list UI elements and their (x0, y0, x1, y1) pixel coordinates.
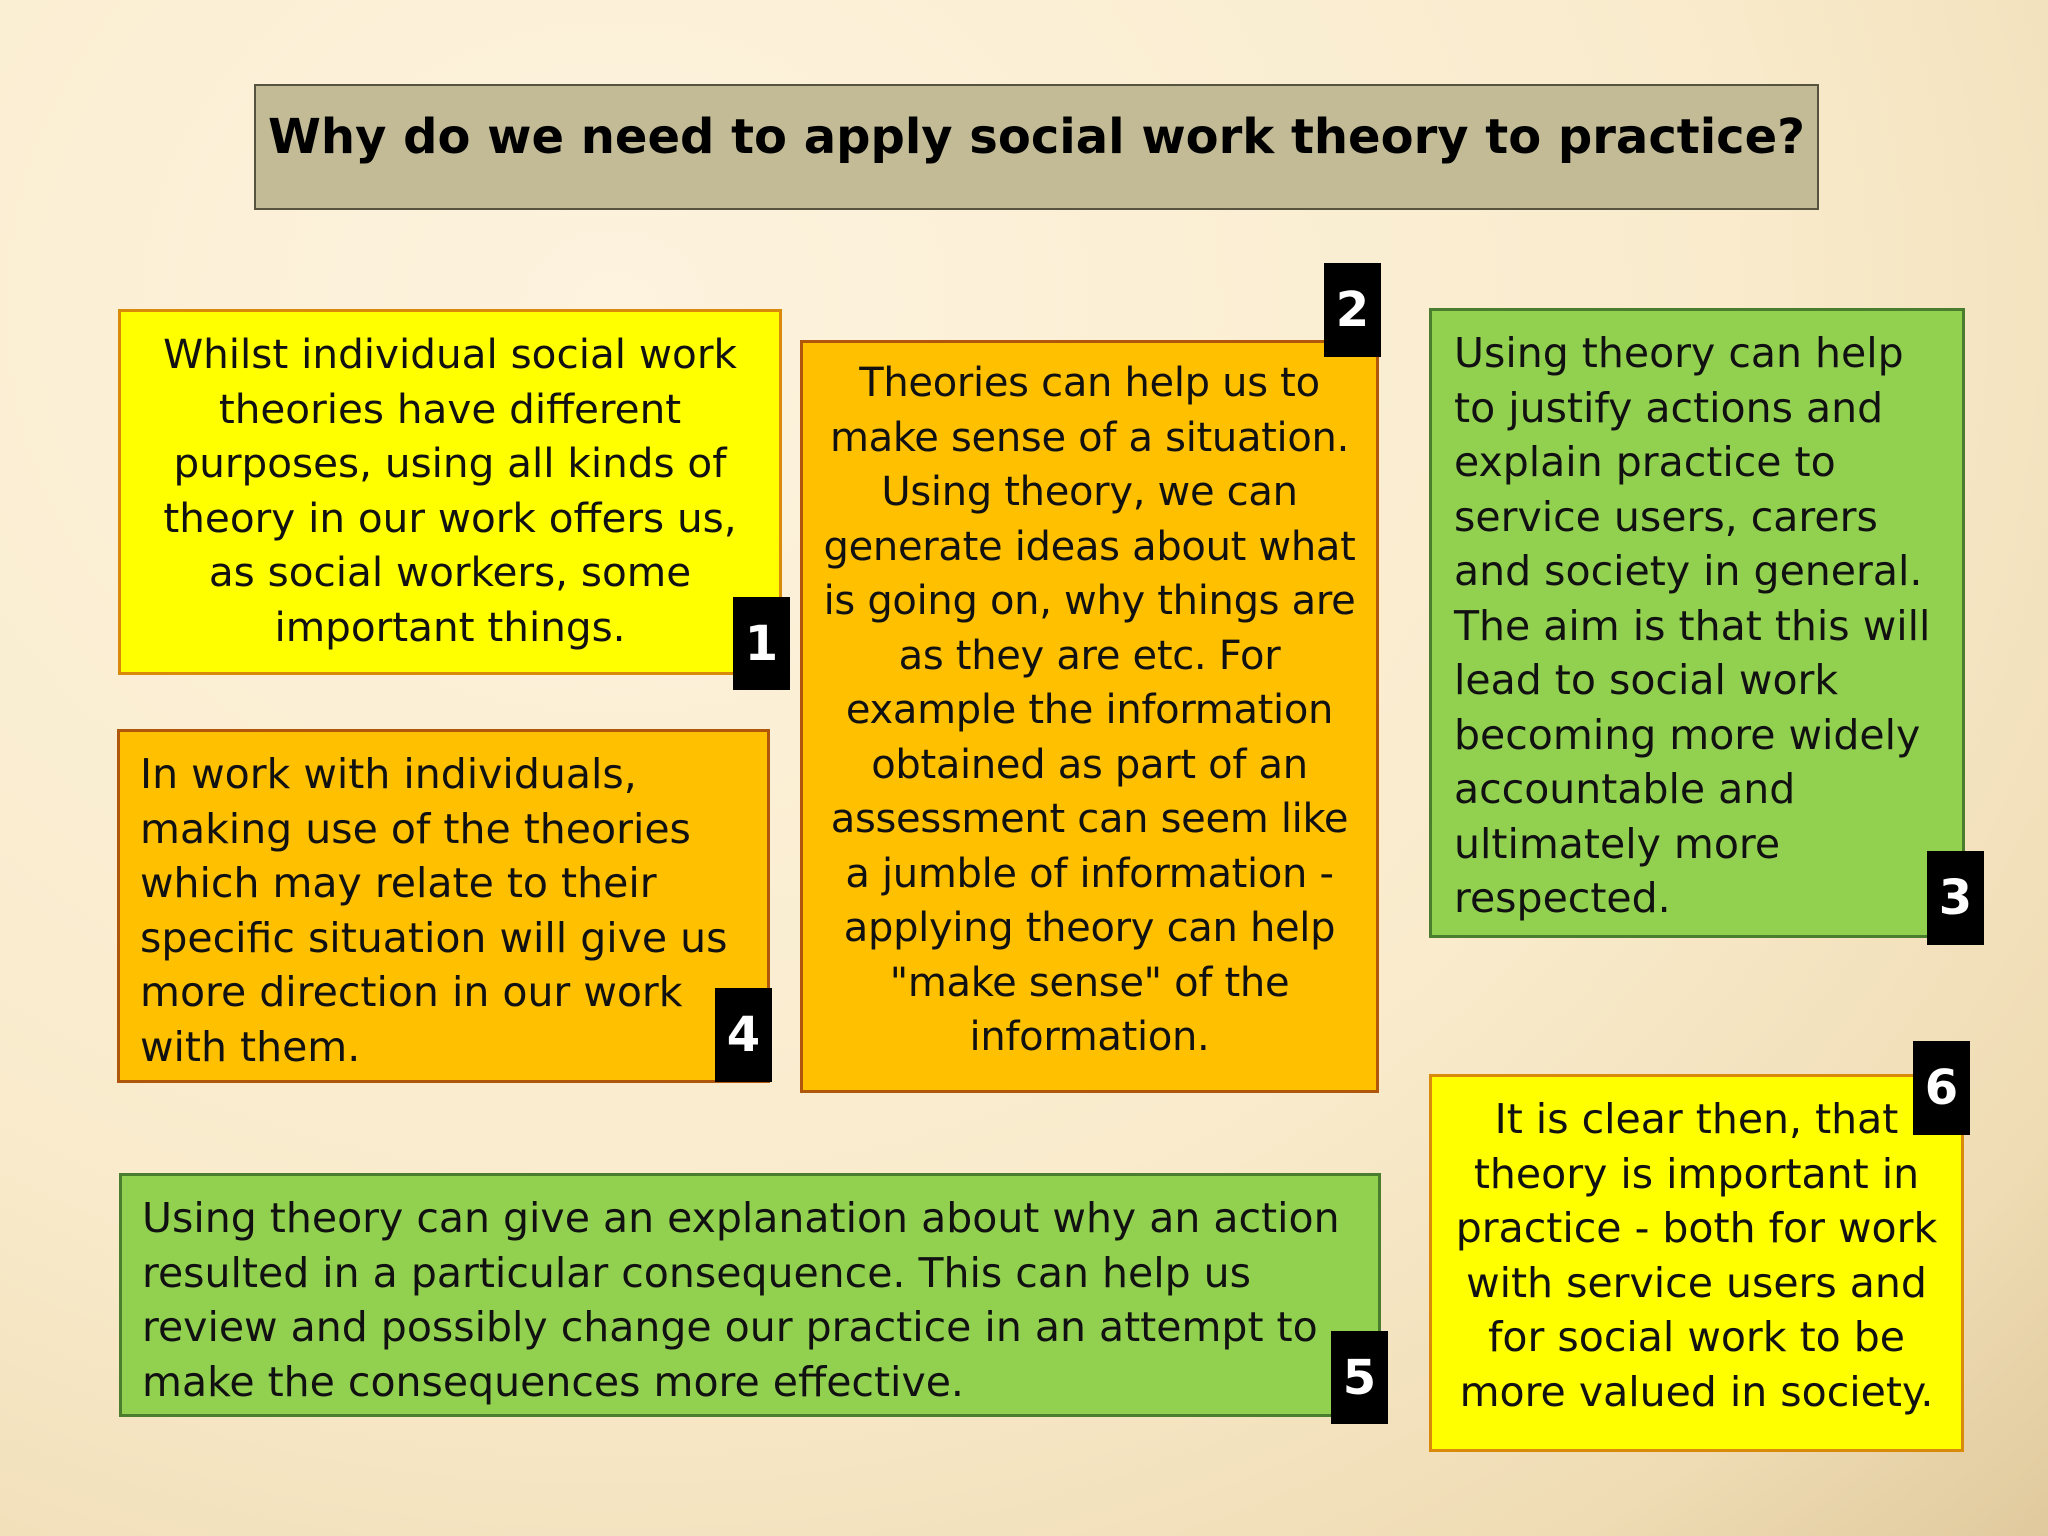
card-1-number: 1 (733, 597, 790, 690)
card-5-number: 5 (1331, 1331, 1388, 1424)
card-3 (1429, 308, 1965, 938)
card-5-text: Using theory can give an explanation about why an action resulted in a particular consequence. This can help us review and possibly change our practice in an attempt to make the consequences more effective. (142, 1194, 1340, 1406)
card-4-text: In work with individuals, making use of the theories which may relate to their specific situation will give us more direction in our work with them. (140, 750, 728, 1071)
card-2-text: Theories can help us to make sense of a situation. Using theory, we can generate ideas about what is going on, why things are as they are etc. For example the information obtained as part of an assessment can seem like a jumble of information - applying theory can help "make sense" of the information. (823, 360, 1356, 1060)
card-6 (1429, 1074, 1964, 1452)
card-2-number: 2 (1324, 263, 1381, 357)
card-4-number: 4 (715, 988, 772, 1082)
card-6-number: 6 (1913, 1041, 1970, 1135)
card-3-number: 3 (1927, 851, 1984, 945)
card-4 (117, 729, 770, 1083)
card-1-text: Whilst individual social work theories have different purposes, using all kinds of theory in our work offers us, as social workers, some important things. (163, 330, 737, 651)
card-1 (118, 309, 782, 675)
card-5 (119, 1173, 1381, 1417)
card-2 (800, 340, 1379, 1093)
title-box (254, 84, 1819, 210)
slide-title: Why do we need to apply social work theory to practice? (267, 109, 1806, 165)
card-3-text: Using theory can help to justify actions and explain practice to service users, carers and society in general. The aim is that this will lead to social work becoming more widely accountable and ultimately more respected. (1454, 329, 1931, 922)
card-6-text: It is clear then, that theory is important in practice - both for work with service users and for social work to be more valued in society. (1455, 1095, 1938, 1416)
